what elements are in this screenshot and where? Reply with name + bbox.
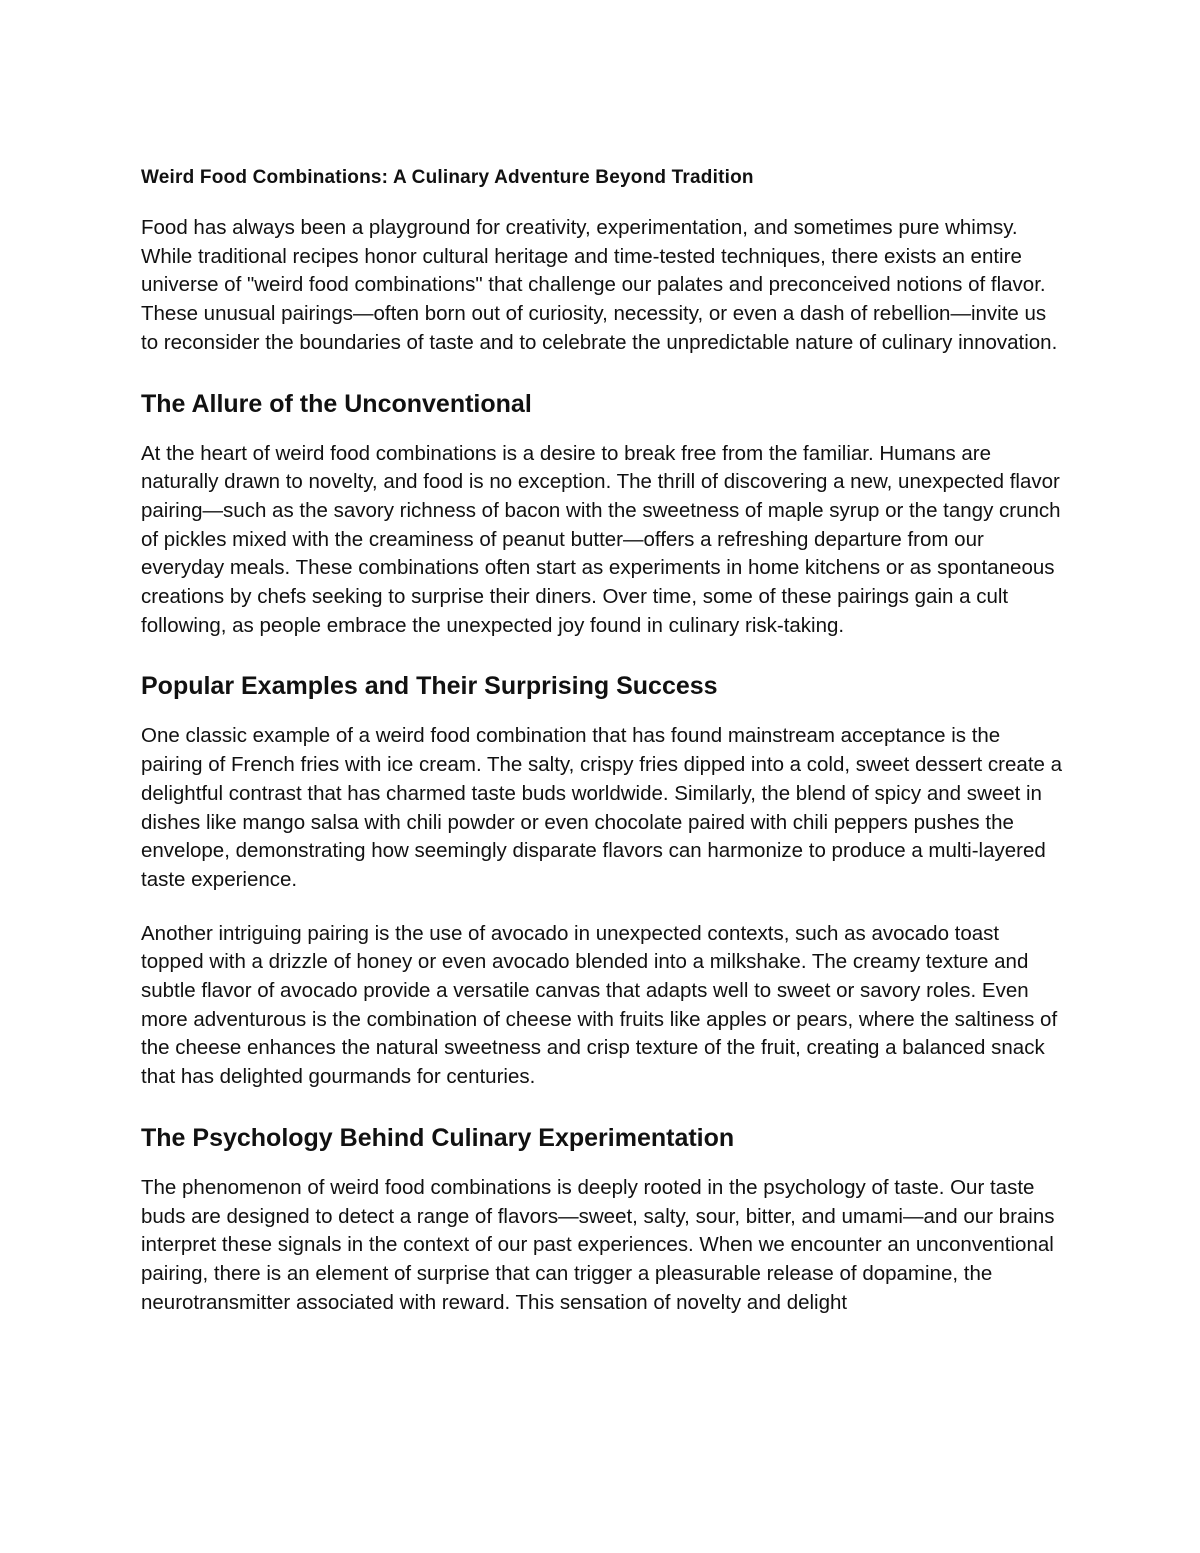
section-allure: [141, 388, 1066, 641]
section-paragraph: One classic example of a weird food combination that has found mainstream acceptance is the pairing of French fries with ice cream. The salty, crispy fries dipped into a cold, sweet dessert create a delightful contrast that has charmed taste buds worldwide. Similarly, the blend of spicy and sweet in dishes like mango salsa with chili powder or even chocolate paired with chili peppers pushes the envelope, demonstrating how seemingly disparate flavors can harmonize to produce a multi-layered taste experience.: [141, 724, 1063, 891]
section-heading: The Allure of the Unconventional: [141, 389, 532, 418]
section-popular-examples: [141, 670, 1066, 1091]
section-psychology: [141, 1122, 1066, 1318]
section-paragraph: The phenomenon of weird food combinations is deeply rooted in the psychology of taste. Our taste buds are designed to detect a range of flavors—sweet, salty, sour, bitter, and umami—and our brains interpret these signals in the context of our past experiences. When we encounter an unconventional pairing, there is an element of surprise that can trigger a pleasurable release of dopamine, the neurotransmitter associated with reward. This sensation of novelty and delight: [141, 1175, 1055, 1314]
section-paragraph: At the heart of weird food combinations is a desire to break free from the familiar. Humans are naturally drawn to novelty, and food is no exception. The thrill of discovering a new, unexpected flavor pairing—such as the savory richness of bacon with the sweetness of maple syrup or the tangy crunch of pickles mixed with the creaminess of peanut butter—offers a refreshing departure from our everyday meals. These combinations often start as experiments in home kitchens or as spontaneous creations by chefs seeking to surprise their diners. Over time, some of these pairings gain a cult following, as people embrace the unexpected joy found in culinary risk-taking.: [141, 441, 1061, 637]
section-heading: Popular Examples and Their Surprising Success: [141, 672, 718, 701]
section-heading: The Psychology Behind Culinary Experimentation: [141, 1123, 735, 1152]
document-body: [141, 164, 1066, 1342]
section-paragraph: Another intriguing pairing is the use of avocado in unexpected contexts, such as avocado toast topped with a drizzle of honey or even avocado blended into a milkshake. The creamy texture and subtle flavor of avocado provide a versatile canvas that adapts well to sweet or savory roles. Even more adventurous is the combination of cheese with fruits like apples or pears, where the saltiness of the cheese enhances the natural sweetness and crisp texture of the fruit, creating a balanced snack that has delighted gourmands for centuries.: [141, 921, 1058, 1089]
intro-paragraph: Food has always been a playground for creativity, experimentation, and sometimes pure whimsy. While traditional recipes honor cultural heritage and time-tested techniques, there exists an entire universe of "weird food combinations" that challenge our palates and preconceived notions of flavor. These unusual pairings—often born out of curiosity, necessity, or even a dash of rebellion—invite us to reconsider the boundaries of taste and to celebrate the unpredictable nature of culinary innovation.: [141, 216, 1058, 354]
document-title: Weird Food Combinations: A Culinary Adventure Beyond Tradition: [141, 167, 754, 188]
